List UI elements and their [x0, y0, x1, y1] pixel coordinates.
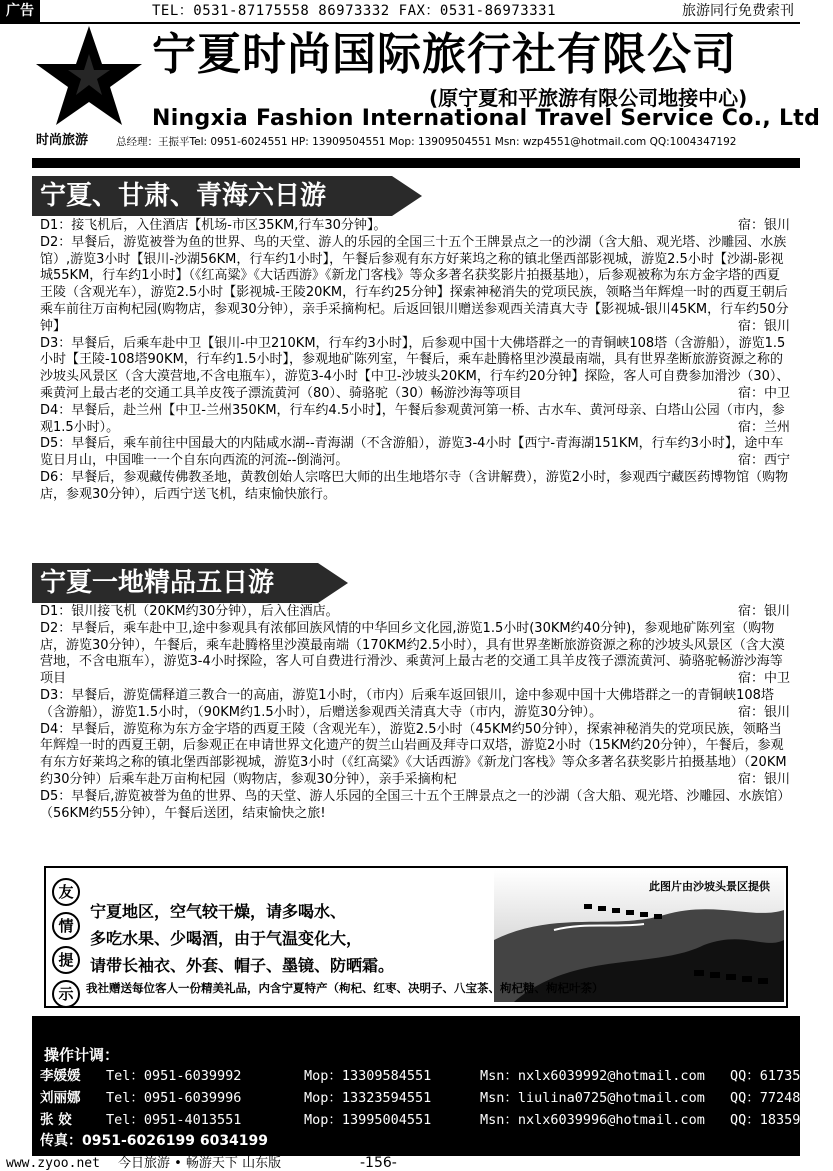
tips-label: [52, 878, 78, 1014]
manager-contact: 总经理：王振平Tel: 0951-6024551 HP: 13909504551 Mop: 13909504551 Msn: wzp4551@hotmail.com QQ:1004347192: [116, 136, 737, 148]
footer-brand: 今日旅游 • 畅游天下 山东版: [118, 1156, 282, 1171]
day-description: 早餐后，乘车前往中国最大的内陆咸水湖--青海湖（不含游船），游览3-4小时【西宁-青海湖151KM，行车约3小时】，途中车览日月山，中国唯一一个自东向西流的河流--倒淌河。: [40, 436, 784, 469]
itinerary-day: [40, 218, 790, 235]
day-label: D3：: [40, 335, 72, 351]
operators-title: 操作计调：: [44, 1046, 120, 1064]
day-description: 早餐后，后乘车赴中卫【银川-中卫210KM，行车约3小时】，后参观中国十大佛塔群之一的青铜峡108塔（含游船），游览1.5小时【王陵-108塔90KM，行车约1.5小时】，参观地矿陈列室，午餐后，乘车赴腾格里沙漠最南端，具有世界垄断旅游资源之称的沙坡头风景区（含大漠营地,不含电瓶车），游览3-4小时【中卫-沙坡头20KM，行车约20分钟】探险，客人可自费参加滑沙（30）、乘黄河上最古老的交通工具羊皮筏子漂流黄河（80）、骑骆驼（30）畅游沙海等项目: [40, 335, 790, 401]
banner-arrow: [318, 563, 348, 603]
tips-line: 多吃水果、少喝酒，由于气温变化大，: [90, 929, 363, 948]
operator-tel: Tel：0951-6039992: [106, 1068, 242, 1084]
day-description: 银川接飞机（20KM约30分钟），后入住酒店。: [71, 604, 339, 619]
operator-name: 刘丽娜: [40, 1090, 81, 1106]
tips-char: 友: [52, 878, 80, 906]
company-name-en: Ningxia Fashion International Travel Service Co., Ltd: [152, 106, 821, 131]
route1-banner: [32, 176, 392, 216]
itinerary-day: [40, 403, 790, 437]
ad-tag: 广告: [0, 0, 40, 22]
logo-text: 时尚旅游: [36, 133, 89, 148]
operator-mop: Mop：13309584551: [304, 1068, 432, 1084]
itinerary-day: [40, 789, 790, 823]
day-label: D6：: [40, 469, 72, 485]
day-accommodation: 宿：银川: [737, 318, 790, 334]
company-name-cn: 宁夏时尚国际旅行社有限公司: [152, 29, 737, 80]
day-label: D2：: [40, 620, 72, 636]
operator-row: [40, 1064, 833, 1084]
photo-caption: 此图片由沙坡头景区提供: [649, 880, 770, 893]
page-footer: [0, 1156, 800, 1171]
footer-website: www.zyoo.net: [6, 1156, 100, 1171]
day-accommodation: 宿：中卫: [737, 671, 790, 687]
itinerary-day: [40, 604, 790, 621]
operator-mop: Mop：13323594551: [304, 1090, 432, 1106]
operator-qq: QQ：617358473: [730, 1068, 833, 1084]
tips-line: 宁夏地区，空气较干燥，请多喝水、: [90, 902, 347, 921]
tips-text: [90, 898, 394, 979]
itinerary-day: [40, 436, 790, 470]
day-accommodation: 宿：银川: [737, 604, 790, 619]
itinerary-day: [40, 621, 790, 688]
itinerary-day: [40, 470, 790, 504]
top-contact: TEL：0531-87175558 86973332 FAX：0531-86973331: [152, 3, 557, 19]
day-accommodation: 宿：银川: [737, 218, 790, 233]
day-accommodation: 宿：银川: [737, 771, 790, 787]
operator-msn: Msn：nxlx6039992@hotmail.com: [480, 1068, 705, 1084]
route1-title: 宁夏、甘肃、青海六日游: [40, 181, 327, 211]
day-label: D1：: [40, 604, 72, 619]
top-bar: [0, 0, 800, 24]
top-right-text: 旅游同行免费索刊: [682, 3, 794, 19]
operator-msn: Msn：liulina0725@hotmail.com: [480, 1090, 705, 1106]
day-description: 早餐后，游览被誉为鱼的世界、鸟的天堂、游人的乐园的全国三十五个王牌景点之一的沙湖（含大船、观光塔、沙雕园、水族馆）,游览3小时【银川-沙湖56KM，行车约1小时】，午餐后参观有东方好莱坞之称的镇北堡西部影视城，游览2.5小时【沙湖-影视城55KM，行车约1小时】（《红高粱》《大话西游》《新龙门客栈》等众多著名获奖影片拍摄基地），后参观被称为东方金字塔的西夏王陵（含观光车），游览2.5小时【影视城-王陵20KM，行车约25分钟】探索神秘消失的党项民族，领略当年辉煌一时的西夏王朝后乘车前往万亩枸杞园(购物店，参观30分钟），亲手采摘枸杞。后返回银川赠送参观西关清真大寺【影视城-银川45KM，行车约50分钟】: [40, 234, 789, 334]
header-divider: [32, 158, 800, 168]
day-accommodation: 宿：中卫: [737, 385, 790, 401]
operator-tel: Tel：0951-6039996: [106, 1090, 242, 1106]
day-description: 早餐后，赴兰州【中卫-兰州350KM，行车约4.5小时】，午餐后参观黄河第一桥、古水车、黄河母亲、白塔山公园（市内，参观1.5小时）。: [40, 402, 785, 435]
operator-row: [40, 1086, 833, 1106]
day-label: D1：: [40, 218, 72, 233]
banner-arrow: [392, 176, 422, 216]
tips-char: 示: [52, 980, 80, 1008]
day-label: D4：: [40, 721, 72, 737]
operator-mop: Mop：13995004551: [304, 1112, 432, 1128]
route2-itinerary: [40, 604, 790, 822]
itinerary-day: [40, 336, 790, 403]
operator-row: [40, 1108, 833, 1128]
day-description: 早餐后，游览儒释道三教合一的高庙，游览1小时，（市内）后乘车返回银川，途中参观中国十大佛塔群之一的青铜峡108塔（含游船），游览1.5小时，（90KM约1.5小时），后赠送参观西关清真大寺（市内，游览30分钟）。: [40, 687, 774, 720]
company-subtitle: (原宁夏和平旅游有限公司地接中心): [429, 86, 748, 110]
day-description: 早餐后，参观藏传佛教圣地，黄教创始人宗喀巴大师的出生地塔尔寺（含讲解费），游览2小时，参观西宁藏医药博物馆（购物店，参观30分钟），后西宁送飞机，结束愉快旅行。: [40, 469, 789, 502]
day-description: 早餐后，乘车赴中卫,途中参观具有浓郁回族风情的中华回乡文化园,游览1.5小时(30KM约40分钟)，参观地矿陈列室（购物店，游览30分钟），午餐后，乘车赴腾格里沙漠最南端（170KM约2.5小时），具有世界垄断旅游资源之称的沙坡头风景区（含大漠营地，不含电瓶车），游览3-4小时探险，客人可自费进行滑沙、乘黄河上最古老的交通工具羊皮筏子漂流黄河、骑骆驼畅游沙海等项目: [40, 620, 785, 687]
page-number: -156-: [360, 1155, 397, 1171]
route1-itinerary: [40, 218, 790, 504]
day-label: D2：: [40, 234, 72, 250]
operator-qq: QQ：772486895: [730, 1090, 833, 1106]
tips-line: 请带长袖衣、外套、帽子、墨镜、防晒霜。: [90, 956, 395, 975]
operator-name: 张 姣: [40, 1112, 72, 1128]
operator-msn: Msn：nxlx6039996@hotmail.com: [480, 1112, 705, 1128]
star-icon: [34, 24, 144, 128]
gift-note: 我社赠送每位客人一份精美礼品，内含宁夏特产（枸杞、红枣、决明子、八宝茶、枸杞糖、枸杞叶茶）: [86, 981, 604, 995]
route2-banner: [32, 563, 318, 603]
day-description: 早餐后，游览称为东方金字塔的西夏王陵（含观光车），游览2.5小时（45KM约50分钟），探索神秘消失的党项民族，领略当年辉煌一时的西夏王朝，后参观正在申请世界文化遗产的贺兰山岩画及拜寺口双塔，游览2小时（15KM约20分钟），午餐后，参观有东方好莱坞之称的镇北堡西部影视城，游览3小时（《红高粱》《大话西游》《新龙门客栈》等众多著名获奖影片拍摄基地）（20KM约30分钟）后乘车赴万亩枸杞园（购物店，参观30分钟），亲手采摘枸杞: [40, 721, 787, 787]
tips-char: 提: [52, 946, 80, 974]
itinerary-day: [40, 235, 790, 336]
operator-name: 李媛媛: [40, 1068, 81, 1084]
day-label: D3：: [40, 687, 72, 703]
day-label: D5：: [40, 436, 72, 452]
day-description: 早餐后,游览被誉为鱼的世界、鸟的天堂、游人乐园的全国三十五个王牌景点之一的沙湖（含大船、观光塔、沙雕园、水族馆）（56KM约55分钟），午餐后送团，结束愉快之旅!: [40, 788, 784, 821]
day-description: 接飞机后，入住酒店【机场-市区35KM,行车30分钟】。: [71, 218, 387, 233]
fax-line: 传真：0951-6026199 6034199: [40, 1133, 269, 1149]
operators-panel: [32, 1016, 833, 1156]
company-header: [34, 24, 821, 152]
day-accommodation: 宿：银川: [737, 704, 790, 720]
operator-qq: QQ：183598251: [730, 1112, 833, 1128]
itinerary-day: [40, 688, 790, 722]
itinerary-day: [40, 722, 790, 789]
company-logo: [34, 24, 144, 150]
operator-tel: Tel：0951-4013551: [106, 1112, 242, 1128]
day-accommodation: 宿：兰州: [737, 419, 790, 435]
route2-title: 宁夏一地精品五日游: [40, 568, 275, 598]
day-accommodation: 宿：西宁: [737, 453, 790, 469]
tips-char: 情: [52, 912, 80, 940]
travel-tips-box: [44, 866, 788, 1008]
day-label: D4：: [40, 402, 72, 418]
day-label: D5：: [40, 788, 72, 804]
